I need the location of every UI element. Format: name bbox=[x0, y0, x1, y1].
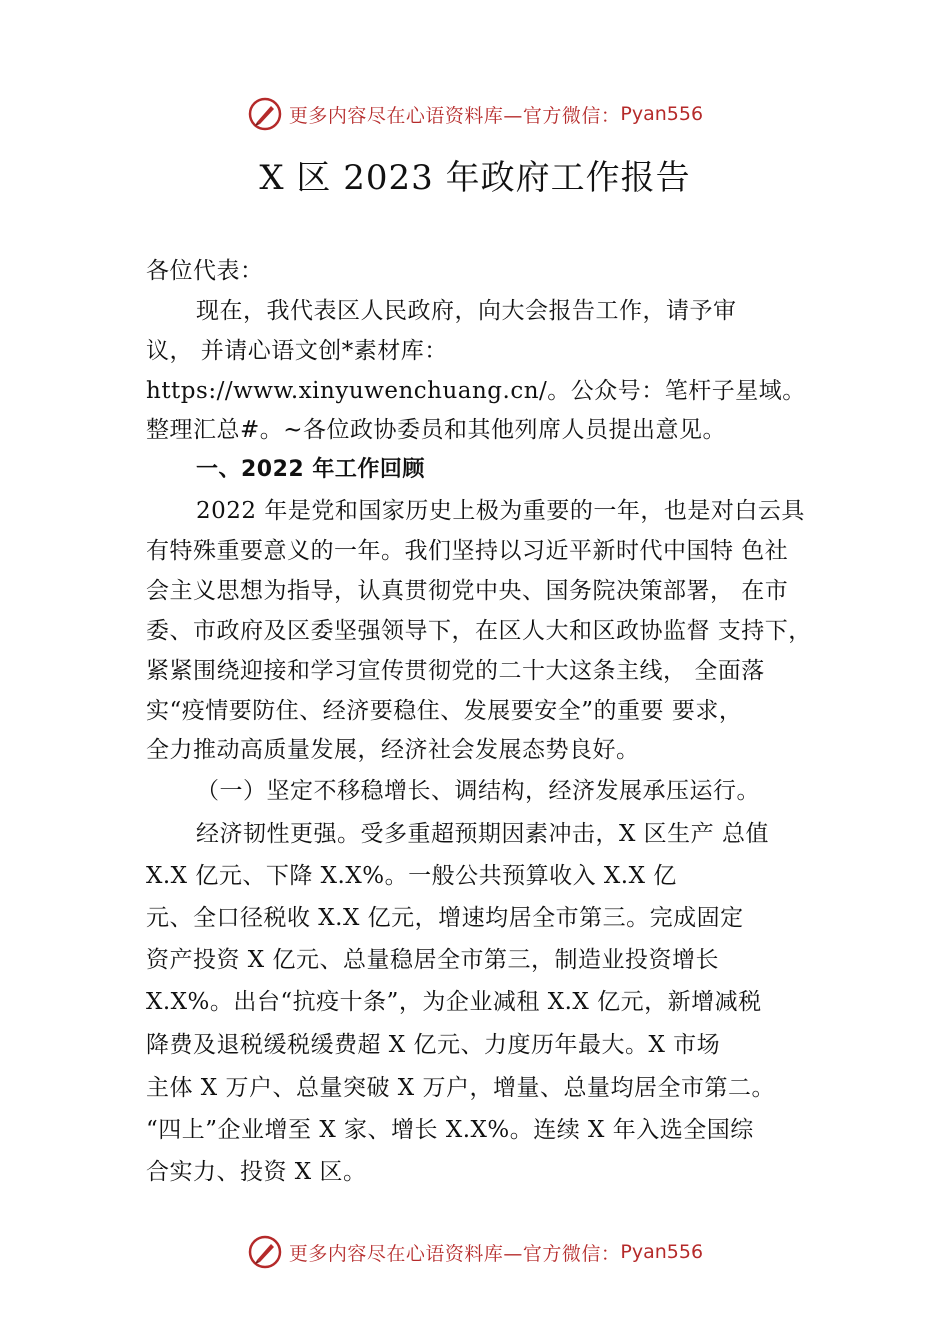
paragraph-line: 全力推动高质量发展，经济社会发展态势良好。 bbox=[146, 737, 640, 763]
pen-logo-icon bbox=[247, 1234, 283, 1270]
banner-text: 更多内容尽在心语资料库—官方微信： bbox=[288, 104, 621, 127]
footer-watermark-banner bbox=[0, 1232, 950, 1272]
paragraph-line: 降费及退税缓税缓费超 X 亿元、力度历年最大。X 市场 bbox=[146, 1032, 721, 1058]
banner-text: 更多内容尽在心语资料库—官方微信： bbox=[288, 1242, 621, 1265]
paragraph-line: 现在，我代表区人民政府，向大会报告工作，请予审 bbox=[196, 298, 737, 324]
subsection-heading: （一）坚定不移稳增长、调结构，经济发展承压运行。 bbox=[196, 778, 760, 804]
paragraph-line: 整理汇总#。~各位政协委员和其他列席人员提出意见。 bbox=[146, 417, 727, 443]
paragraph-line: 经济韧性更强。受多重超预期因素冲击，X 区生产 总值 bbox=[196, 821, 769, 847]
paragraph-line: 实“疫情要防住、经济要稳住、发展要安全”的重要 要求， bbox=[146, 698, 743, 724]
paragraph-line: 元、全口径税收 X.X 亿元，增速均居全市第三。完成固定 bbox=[146, 905, 744, 931]
paragraph-line: 有特殊重要意义的一年。我们坚持以习近平新时代中国特 色社 bbox=[146, 538, 789, 564]
paragraph-line: 会主义思想为指导，认真贯彻党中央、国务院决策部署， 在市 bbox=[146, 578, 789, 604]
paragraph-line: 委、市政府及区委坚强领导下，在区人大和区政协监督 支持下， bbox=[146, 618, 812, 644]
paragraph-line: https://www.xinyuwenchuang.cn/。公众号：笔杆子星域。 bbox=[146, 378, 806, 404]
document-title: X 区 2023 年政府工作报告 bbox=[259, 158, 691, 198]
header-watermark-banner bbox=[0, 94, 950, 134]
section-heading: 一、2022 年工作回顾 bbox=[196, 457, 425, 482]
salutation: 各位代表： bbox=[146, 258, 264, 284]
paragraph-line: 2022 年是党和国家历史上极为重要的一年，也是对白云具 bbox=[196, 498, 805, 524]
pen-logo-icon bbox=[247, 96, 283, 132]
paragraph-line: X.X 亿元、下降 X.X%。一般公共预算收入 X.X 亿 bbox=[146, 863, 677, 889]
paragraph-line: 议， 并请心语文创*素材库： bbox=[146, 338, 448, 364]
banner-wechat-id: Pyan556 bbox=[620, 1241, 704, 1263]
paragraph-line: “四上”企业增至 X 家、增长 X.X%。连续 X 年入选全国综 bbox=[146, 1117, 754, 1143]
paragraph-line: 主体 X 万户、总量突破 X 万户，增量、总量均居全市第二。 bbox=[146, 1075, 775, 1101]
paragraph-line: X.X%。出台“抗疫十条”，为企业减租 X.X 亿元，新增减税 bbox=[146, 989, 762, 1015]
paragraph-line: 合实力、投资 X 区。 bbox=[146, 1159, 367, 1185]
paragraph-line: 紧紧围绕迎接和学习宣传贯彻党的二十大这条主线， 全面落 bbox=[146, 658, 765, 684]
paragraph-line: 资产投资 X 亿元、总量稳居全市第三，制造业投资增长 bbox=[146, 947, 719, 973]
banner-wechat-id: Pyan556 bbox=[620, 103, 704, 125]
